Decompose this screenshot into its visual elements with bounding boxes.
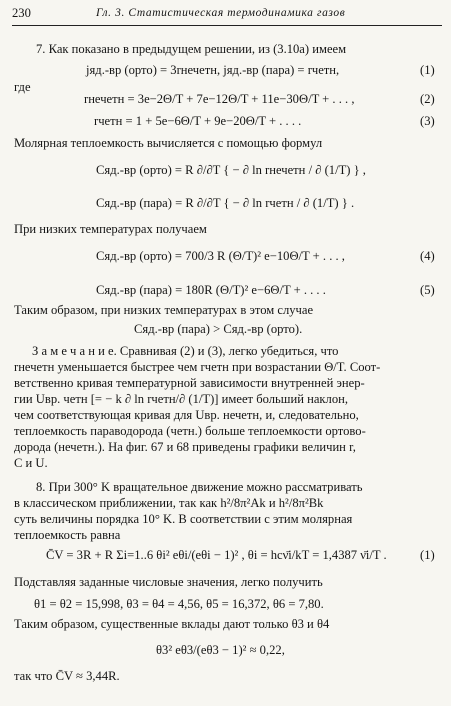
text-line: суть величины порядка 10° K. В соответствии с этим молярная	[14, 512, 353, 526]
equation: θ1 = θ2 = 15,998, θ3 = θ4 = 4,56, θ5 = 16,372, θ6 = 7,80.	[34, 597, 324, 611]
text-line: При низких температурах получаем	[14, 222, 207, 236]
equation: Cяд.-вр (пара) > Cяд.-вр (орто).	[134, 322, 303, 336]
equation: rчетн = 1 + 5e−6Θ/T + 9e−20Θ/T + . . . .	[94, 114, 302, 128]
equation-number: (1)	[420, 63, 435, 77]
text-line: З а м е ч а н и е. Сравнивая (2) и (3), легко убедиться, что	[32, 344, 339, 358]
page-number: 230	[12, 6, 31, 20]
text-line: гии Uвр. четн [= − k ∂ ln rчетн/∂ (1/T)] имеет больший наклон,	[14, 392, 348, 406]
text-line: 7. Как показано в предыдущем решении, из (3.10a) имеем	[36, 42, 347, 56]
equation-number: (5)	[420, 283, 435, 297]
text-line: Таким образом, при низких температурах в этом случае	[14, 303, 314, 317]
equation: Cяд.-вр (орто) = 700/3 R (Θ/T)² e−10Θ/T + . . . ,	[96, 249, 345, 263]
equation: rнечетн = 3e−2Θ/T + 7e−12Θ/T + 11e−30Θ/T + . . . ,	[84, 92, 355, 106]
equation: jяд.-вр (орто) = 3rнечетн, jяд.-вр (пара) = rчетн,	[86, 63, 340, 77]
text-line: 8. При 300° K вращательное движение можно рассматривать	[36, 480, 363, 494]
text-line: где	[14, 80, 31, 94]
text-line: ветственно кривая температурной зависимости внутренней энер-	[14, 376, 365, 390]
equation: θ3² eθ3/(eθ3 − 1)² ≈ 0,22,	[156, 643, 285, 657]
text-line: дорода (нечетн.). На фиг. 67 и 68 приведены графики величин r,	[14, 440, 356, 454]
equation-number: (3)	[420, 114, 435, 128]
text-line: чем соответствующая кривая для Uвр. нечетн, и, следовательно,	[14, 408, 359, 422]
text-line: Таким образом, существенные вклады дают только θ3 и θ4	[14, 617, 330, 631]
text-line: rнечетн уменьшается быстрее чем rчетн при возрастании Θ/T. Соот-	[14, 360, 381, 374]
running-header: Гл. 3. Статистическая термодинамика газов	[96, 7, 346, 19]
equation-number: (1)	[420, 548, 435, 562]
equation-number: (2)	[420, 92, 435, 106]
text-line: в классическом приближении, так как h²/8π²Ak и h²/8π²Bk	[14, 496, 324, 510]
text-line: Подставляя заданные числовые значения, легко получить	[14, 575, 323, 589]
text-line: теплоемкость равна	[14, 528, 121, 542]
header-rule	[12, 25, 442, 26]
text-line: так что C̄V ≈ 3,44R.	[14, 669, 120, 683]
equation: Cяд.-вр (пара) = 180R (Θ/T)² e−6Θ/T + . . . .	[96, 283, 326, 297]
text-line: Молярная теплоемкость вычисляется с помощью формул	[14, 136, 323, 150]
equation: C̄V = 3R + R Σi=1..6 θi² eθi/(eθi − 1)² , θi = hcν̄i/kT = 1,4387 ν̄i/T .	[46, 548, 387, 562]
text-line: теплоемкость параводорода (четн.) больше теплоемкости ортово-	[14, 424, 366, 438]
equation-number: (4)	[420, 249, 435, 263]
text-line: C и U.	[14, 456, 48, 470]
equation: Cяд.-вр (орто) = R ∂/∂T { − ∂ ln rнечетн / ∂ (1/T) } ,	[96, 163, 366, 177]
equation: Cяд.-вр (пара) = R ∂/∂T { − ∂ ln rчетн / ∂ (1/T) } .	[96, 196, 355, 210]
